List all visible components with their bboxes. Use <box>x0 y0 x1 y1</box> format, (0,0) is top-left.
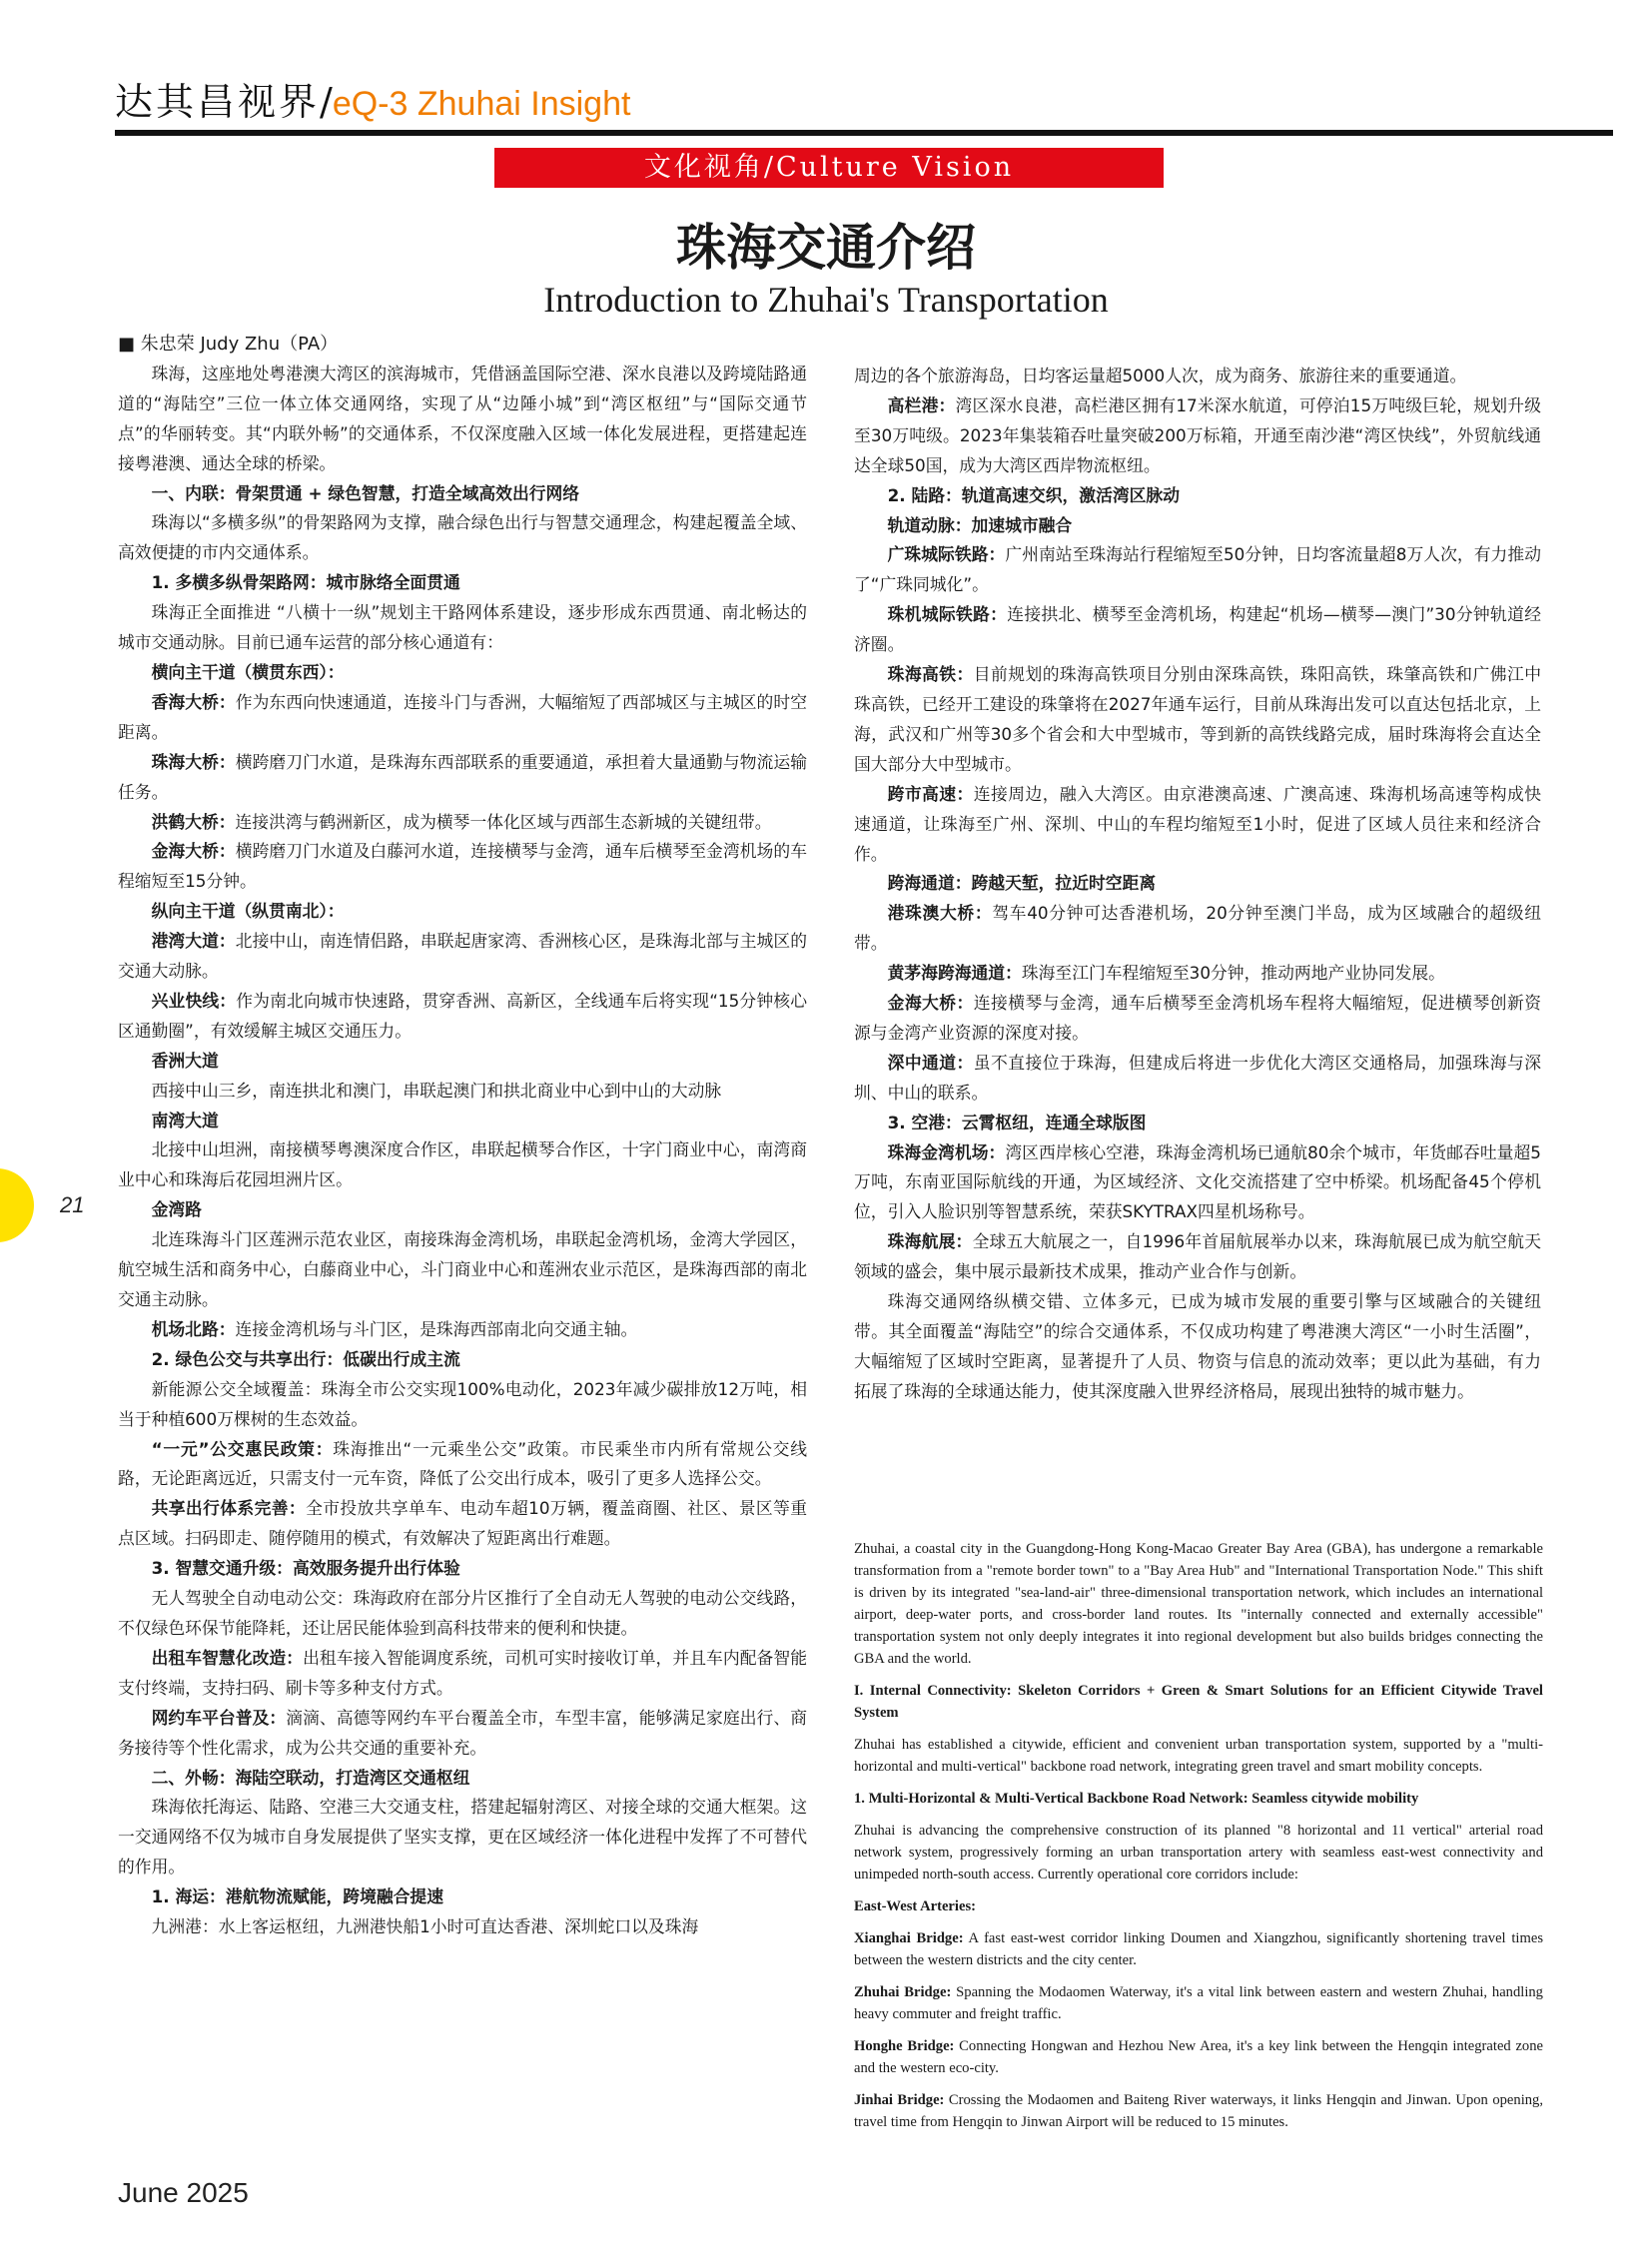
en-list-item: Jinhai Bridge: Crossing the Modaomen and Baiteng River waterways, it links Hengqin and Jinwan. Upon opening, travel time from Hengqin to Jinwan Airport will be reduced to 15 minutes. <box>854 2092 1543 2130</box>
subsection-heading: 1. 多横多纵骨架路网：城市脉络全面贯通 <box>151 572 460 593</box>
intro-paragraph: 珠海，这座地处粤港澳大湾区的滨海城市，凭借涵盖国际空港、深水良港以及跨境陆路通道的“海陆空”三位一体立体交通网络，实现了从“边陲小城”到“湾区枢纽”与“国际交通节点”的华丽转变。其“内联外畅”的交通体系，不仅深度融入区域一体化发展进程，更搭建起连接粤港澳、通达全球的桥梁。 <box>118 363 807 473</box>
list-item: 深中通道：虽不直接位于珠海，但建成后将进一步优化大湾区交通格局，加强珠海与深圳、中山的联系。 <box>854 1052 1541 1103</box>
section-banner: 文化视角/Culture Vision <box>494 148 1164 188</box>
list-item: 金海大桥：连接横琴与金湾，通车后横琴至金湾机场车程将大幅缩短，促进横琴创新资源与金湾产业资源的深度对接。 <box>854 993 1541 1043</box>
paragraph: 珠海以“多横多纵”的骨架路网为支撑，融合绿色出行与智慧交通理念，构建起覆盖全域、高效便捷的市内交通体系。 <box>118 512 807 563</box>
footer-date: June 2025 <box>118 2177 249 2208</box>
list-item: 珠海大桥：横跨磨刀门水道，是珠海东西部联系的重要通道，承担着大量通勤与物流运输任务。 <box>118 751 807 802</box>
list-item: 跨市高速：连接周边，融入大湾区。由京港澳高速、广澳高速、珠海机场高速等构成快速通道，让珠海至广州、深圳、中山的车程均缩短至1小时，促进了区域人员往来和经济合作。 <box>854 783 1541 864</box>
list-item: 港珠澳大桥：驾车40分钟可达香港机场，20分钟至澳门半岛，成为区域融合的超级纽带。 <box>854 903 1541 954</box>
header-cn-title: 达其昌视界 <box>115 80 321 124</box>
en-list-item: Honghe Bridge: Connecting Hongwan and Hezhou New Area, it's a key link between the Hengqin integrated zone and the western eco-city. <box>854 2038 1544 2076</box>
list-heading: 横向主干道（横贯东西）： <box>151 661 345 682</box>
list-item: 金海大桥：横跨磨刀门水道及白藤河水道，连接横琴与金湾，通车后横琴至金湾机场的车程缩短至15分钟。 <box>118 841 807 892</box>
list-item: 北连珠海斗门区莲洲示范农业区，南接珠海金湾机场，串联起金湾机场，金湾大学园区，航空城生活和商务中心，白藤商业中心，斗门商业中心和莲洲农业示范区，是珠海西部的南北交通主动脉。 <box>118 1229 807 1309</box>
en-heading: I. Internal Connectivity: Skeleton Corridors + Green & Smart Solutions for an Efficient Citywide Travel System <box>854 1683 1543 1721</box>
page-number: 21 <box>60 1192 85 1217</box>
article-title-en: Introduction to Zhuhai's Transportation <box>543 280 1109 320</box>
subsection-heading: 1. 海运：港航物流赋能，跨境融合提速 <box>151 1886 443 1907</box>
paragraph: 共享出行体系完善：全市投放共享单车、电动车超10万辆，覆盖商圈、社区、景区等重点区域。扫码即走、随停随用的模式，有效解决了短距离出行难题。 <box>118 1498 807 1549</box>
en-subheading: 1. Multi-Horizontal & Multi-Vertical Backbone Road Network: Seamless citywide mobility <box>854 1791 1419 1807</box>
paragraph: 珠海金湾机场：湾区西岸核心空港，珠海金湾机场已通航80余个城市，年货邮吞吐量超5万吨，东南亚国际航线的开通，为区域经济、文化交流搭建了空中桥梁。机场配备45个停机位，引入人脸识别等智慧系统，荣获SKYTRAX四星机场称号。 <box>854 1141 1541 1222</box>
magazine-header <box>115 74 1613 130</box>
paragraph: 高栏港：湾区深水良港，高栏港区拥有17米深水航道，可停泊15万吨级巨轮，规划升级至30万吨级。2023年集装箱吞吐量突破200万标箱，开通至南沙港“湾区快线”，外贸航线通达全球50国，成为大湾区西岸物流枢纽。 <box>854 394 1541 475</box>
paragraph: 无人驾驶全自动电动公交：珠海政府在部分片区推行了全自动无人驾驶的电动公交线路，不仅绿色环保节能降耗，还让居民能体验到高科技带来的便利和快捷。 <box>118 1588 807 1638</box>
paragraph: 珠海正全面推进 “八横十一纵”规划主干路网体系建设，逐步形成东西贯通、南北畅达的城市交通动脉。目前已通车运营的部分核心通道有： <box>118 602 807 653</box>
list-item: 珠海高铁：目前规划的珠海高铁项目分别由深珠高铁，珠阳高铁，珠肇高铁和广佛江中珠高铁，已经开工建设的珠肇将在2027年通车运行，目前从珠海出发可以直达包括北京，上海，武汉和广州等30多个省会和大中型城市，等到新的高铁线路完成，届时珠海将会直达全国大部分大中型城市。 <box>854 664 1541 774</box>
list-item: 机场北路：连接金湾机场与斗门区，是珠海西部南北向交通主轴。 <box>151 1318 638 1339</box>
subsection-heading: 2. 陆路：轨道高速交织，激活湾区脉动 <box>887 484 1180 505</box>
en-paragraph: Zhuhai has established a citywide, efficient and convenient urban transportation system, supported by a "multi-horizontal and multi-vertical" backbone road network, integrating green travel and smart mobility concepts. <box>854 1737 1543 1775</box>
list-heading: 跨海通道：跨越天堑，拉近时空距离 <box>887 873 1157 894</box>
en-list-item: Xianghai Bridge: A fast east-west corridor linking Doumen and Xiangzhou, significantly shortening travel times between the western districts and the city center. <box>854 1930 1543 1968</box>
section-heading: 二、外畅：海陆空联动，打造湾区交通枢纽 <box>151 1767 470 1788</box>
article-title-cn: 珠海交通介绍 <box>676 218 976 277</box>
left-column <box>118 330 807 1942</box>
list-item: 广珠城际铁路：广州南站至珠海站行程缩短至50分钟，日均客流量超8万人次，有力推动了“广珠同城化”。 <box>854 544 1541 595</box>
list-item: 黄茅海跨海通道：珠海至江门车程缩短至30分钟，推动两地产业协同发展。 <box>887 963 1445 984</box>
right-column <box>854 362 1541 1407</box>
header-en-title: eQ-3 Zhuhai Insight <box>332 85 631 123</box>
conclusion-paragraph: 珠海交通网络纵横交错、立体多元，已成为城市发展的重要引擎与区域融合的关键纽带。其全面覆盖“海陆空”的综合交通体系，不仅成功构建了粤港澳大湾区“一小时生活圈”，大幅缩短了区域时空距离，显著提升了人员、物资与信息的流动效率；更以此为基础，有力拓展了珠海的全球通达能力，使其深度融入世界经济格局，展现出独特的城市魅力。 <box>854 1291 1541 1401</box>
list-item: 香海大桥：作为东西向快速通道，连接斗门与香洲，大幅缩短了西部城区与主城区的时空距离。 <box>118 691 807 742</box>
en-list-item: Zhuhai Bridge: Spanning the Modaomen Waterway, it's a vital link between eastern and western Zhuhai, handling heavy commuter and freight traffic. <box>854 1984 1543 2022</box>
list-item: 兴业快线：作为南北向城市快速路，贯穿香洲、高新区，全线通车后将实现“15分钟核心区通勤圈”，有效缓解主城区交通压力。 <box>118 990 807 1041</box>
paragraph: 珠海航展：全球五大航展之一，自1996年首届航展举办以来，珠海航展已成为航空航天领域的盛会，集中展示最新技术成果，推动产业合作与创新。 <box>854 1231 1541 1282</box>
en-intro: Zhuhai, a coastal city in the Guangdong-Hong Kong-Macao Greater Bay Area (GBA), has undergone a remarkable transformation from a "remote border town" to a "Bay Area Hub" and "International Transportation Node." This shift is driven by its integrated "sea-land-air" three-dimensional transportation network, which includes an international airport, deep-water ports, and cross-border land routes. Its "internally connected and externally accessible" transportation system not only deeply integrates it into regional development but also builds bridges connecting the GBA and the world. <box>854 1541 1543 1667</box>
paragraph: “一元”公交惠民政策：珠海推出“一元乘坐公交”政策。市民乘坐市内所有常规公交线路，无论距离远近，只需支付一元车资，降低了公交出行成本，吸引了更多人选择公交。 <box>118 1438 808 1489</box>
en-paragraph: Zhuhai is advancing the comprehensive construction of its planned "8 horizontal and 11 vertical" arterial road network system, progressively forming an urban transportation artery with seamless east-west connectivity and unimpeded north-south access. Currently operational core corridors include: <box>854 1823 1543 1882</box>
section-heading: 一、内联：骨架贯通 + 绿色智慧，打造全域高效出行网络 <box>151 482 580 503</box>
list-heading: 纵向主干道（纵贯南北）： <box>151 901 345 922</box>
list-item-title: 南湾大道 <box>151 1110 219 1130</box>
subsection-heading: 3. 空港：云霄枢纽，连通全球版图 <box>887 1112 1147 1132</box>
list-heading: 轨道动脉：加速城市融合 <box>887 514 1073 535</box>
paragraph: 出租车智慧化改造：出租车接入智能调度系统，司机可实时接收订单，并且车内配备智能支付终端，支持扫码、刷卡等多种支付方式。 <box>118 1647 807 1698</box>
paragraph: 新能源公交全域覆盖：珠海全市公交实现100%电动化，2023年减少碳排放12万吨，相当于种植600万棵树的生态效益。 <box>118 1378 807 1429</box>
paragraph: 网约车平台普及：滴滴、高德等网约车平台覆盖全市，车型丰富，能够满足家庭出行、商务接待等个性化需求，成为公共交通的重要补充。 <box>118 1707 807 1758</box>
author-line: ■ 朱忠荣 Judy Zhu（PA） <box>118 334 339 355</box>
english-section <box>854 1538 1543 2143</box>
list-item-title: 香洲大道 <box>151 1050 219 1071</box>
list-item: 西接中山三乡，南连拱北和澳门，串联起澳门和拱北商业中心到中山的大动脉 <box>151 1080 722 1101</box>
paragraph: 珠海依托海运、陆路、空港三大交通支柱，搭建起辐射湾区、对接全球的交通大框架。这一交通网络不仅为城市自身发展提供了坚实支撑，更在区域经济一体化进程中发挥了不可替代的作用。 <box>118 1797 807 1878</box>
list-item: 港湾大道：北接中山，南连情侣路，串联起唐家湾、香洲核心区，是珠海北部与主城区的交通大动脉。 <box>118 931 807 982</box>
header-rule <box>115 130 1613 136</box>
list-item: 珠机城际铁路：连接拱北、横琴至金湾机场，构建起“机场—横琴—澳门”30分钟轨道经济圈。 <box>854 604 1541 655</box>
list-item-title: 金湾路 <box>151 1199 202 1220</box>
subsection-heading: 3. 智慧交通升级：高效服务提升出行体验 <box>151 1558 460 1579</box>
subsection-heading: 2. 绿色公交与共享出行：低碳出行成主流 <box>151 1348 460 1369</box>
paragraph: 九洲港：水上客运枢纽，九洲港快船1小时可直达香港、深圳蛇口以及珠海 <box>151 1916 699 1937</box>
header-slash: / <box>320 80 333 124</box>
paragraph-continued: 周边的各个旅游海岛，日均客运量超5000人次，成为商务、旅游往来的重要通道。 <box>854 366 1467 385</box>
en-list-heading: East-West Arteries: <box>854 1898 976 1914</box>
page-tab-marker <box>0 1168 34 1242</box>
list-item: 北接中山坦洲，南接横琴粤澳深度合作区，串联起横琴合作区，十字门商业中心，南湾商业中心和珠海后花园坦洲片区。 <box>118 1139 807 1190</box>
list-item: 洪鹤大桥：连接洪湾与鹤洲新区，成为横琴一体化区域与西部生态新城的关键纽带。 <box>151 811 772 832</box>
